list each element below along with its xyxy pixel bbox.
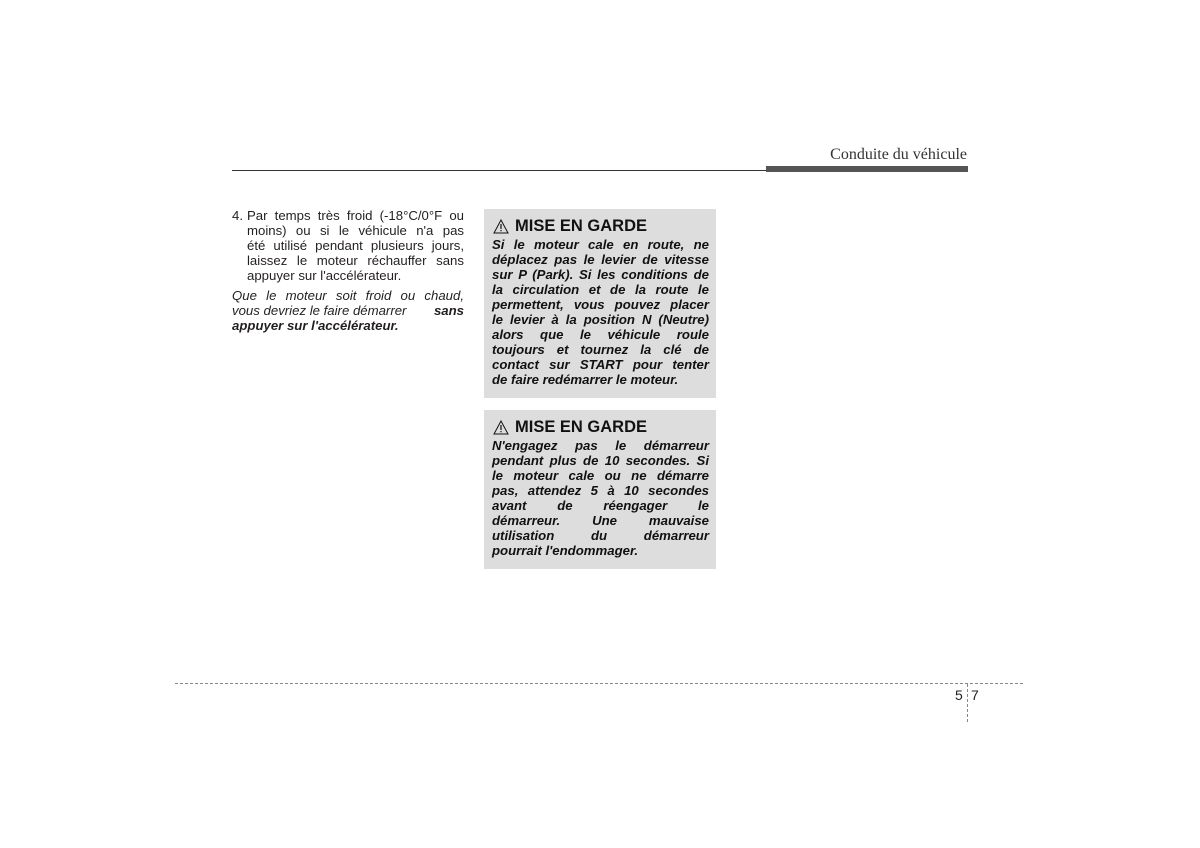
header-rule-accent xyxy=(766,166,968,172)
warning-triangle-icon xyxy=(493,420,509,435)
warning-text: Si le moteur cale en route, ne déplacez pas le levier de vitesse sur P (Park). Si les conditions de la circulation et de la route le permettent, vous pouvez placer le levier à la position N (Neutre) alors que le véhicule roule toujours et tournez la clé de contact sur START pour tenter de faire redémarrer le moteur. xyxy=(492,237,709,387)
note-paragraph xyxy=(232,288,464,333)
footer-rule xyxy=(175,683,1023,684)
chapter-number: 5 xyxy=(955,687,963,703)
list-line: laissez le moteur réchauffer sans xyxy=(247,253,464,268)
page-number: 7 xyxy=(971,687,979,703)
warning-title: MISE EN GARDE xyxy=(515,417,648,436)
page-number-separator xyxy=(967,684,968,722)
left-column xyxy=(232,208,464,333)
note-emphasis: sans xyxy=(433,303,464,318)
list-number: 4. xyxy=(232,208,243,223)
note-emphasis-line: appuyer sur l'accélérateur. xyxy=(232,318,399,333)
list-item xyxy=(232,208,464,283)
warning-title: MISE EN GARDE xyxy=(515,216,648,235)
list-line: moins) ou si le véhicule n'a pas xyxy=(247,223,464,238)
note-line: vous devriez le faire démarrer xyxy=(232,303,407,318)
section-title: Conduite du véhicule xyxy=(830,146,967,163)
warning-box xyxy=(484,209,716,398)
list-line: appuyer sur l'accélérateur. xyxy=(247,268,402,283)
warning-text: N'engagez pas le démarreur pendant plus de 10 secondes. Si le moteur cale ou ne démarre pas, attendez 5 à 10 secondes avant de réengager le démarreur. Une mauvaise utilisation du démarreur pourrait l'endommager. xyxy=(492,438,709,558)
list-line: été utilisé pendant plusieurs jours, xyxy=(247,238,464,253)
note-line: Que le moteur soit froid ou chaud, xyxy=(232,288,464,303)
warning-triangle-icon xyxy=(493,219,509,234)
warning-box xyxy=(484,410,716,569)
header-rule xyxy=(232,170,767,171)
list-line: Par temps très froid (-18°C/0°F ou xyxy=(247,208,464,223)
